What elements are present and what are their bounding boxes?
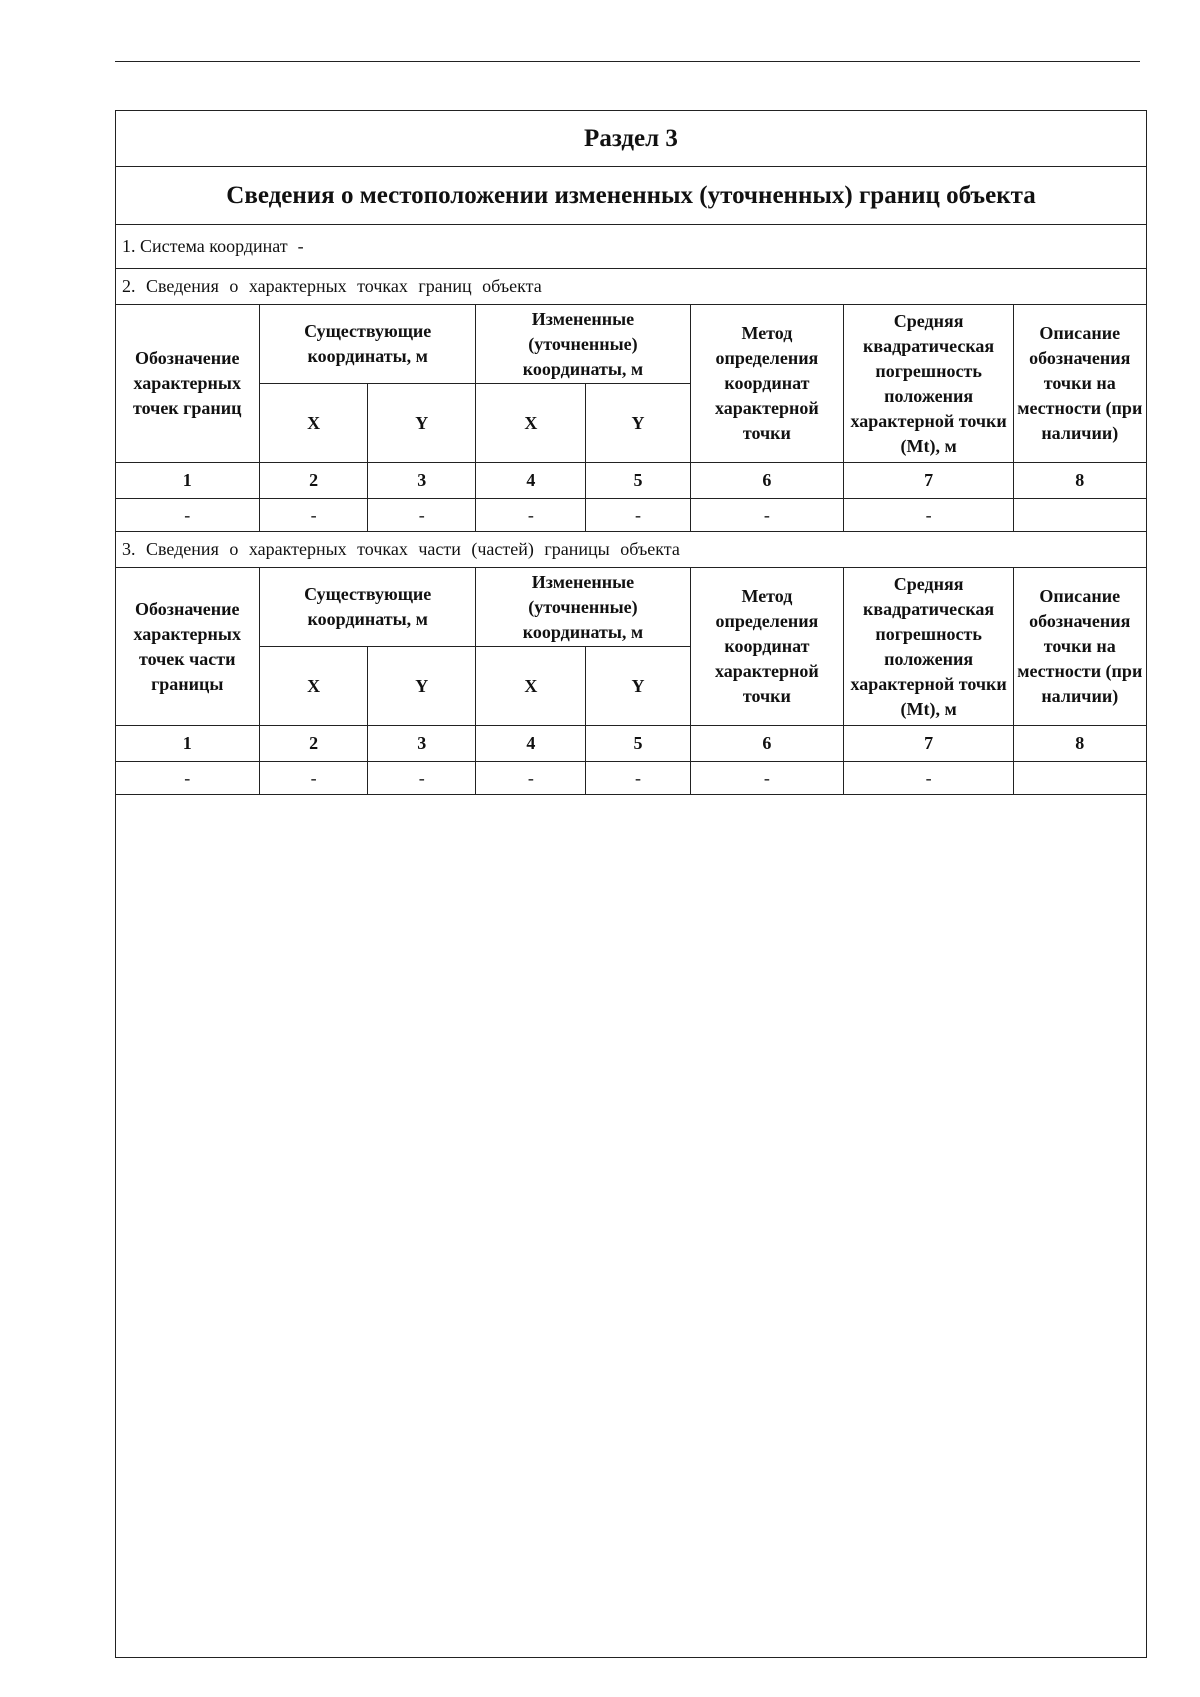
table1-col-number: 7 [844, 463, 1014, 499]
table1-cell: - [476, 499, 586, 532]
table2-number-row [115, 726, 1146, 762]
table2-col-number: 7 [844, 726, 1014, 762]
table2-cell: - [368, 762, 476, 795]
table2-header-changed: Измененные (уточненные) координаты, м [476, 568, 690, 647]
document-frame [115, 110, 1147, 1658]
table2-cell: - [115, 762, 260, 795]
table1-caption [116, 269, 1146, 305]
table1-cell: - [115, 499, 260, 532]
coord-system-line [116, 225, 1146, 269]
top-rule [115, 61, 1140, 62]
table2-col-number: 6 [690, 726, 844, 762]
table1-col-number: 3 [368, 463, 476, 499]
table2-col-number: 4 [476, 726, 586, 762]
table2-cell: - [844, 762, 1014, 795]
coord-system-value: - [297, 236, 304, 256]
table2-col-number: 2 [260, 726, 368, 762]
table2-caption-text: 3. Сведения о характерных точках части (частей) границы объекта [122, 539, 680, 559]
table2-col-number: 8 [1014, 726, 1146, 762]
table2-cell: - [476, 762, 586, 795]
table2-col-number: 5 [586, 726, 690, 762]
table1-col-number: 6 [690, 463, 844, 499]
table2-header-designation: Обозначение характерных точек части границы [115, 568, 260, 726]
table2-header-changed-x: X [476, 647, 586, 726]
table1-cell: - [844, 499, 1014, 532]
table2-header-description: Описание обозначения точки на местности (при наличии) [1014, 568, 1146, 726]
table-row [115, 499, 1146, 532]
table2-header-existing-x: X [260, 647, 368, 726]
table1-header-existing: Существующие координаты, м [260, 305, 476, 384]
table2-cell: - [586, 762, 690, 795]
table2-header-error: Средняя квадратическая погрешность положения характерной точки (Mt), м [844, 568, 1014, 726]
table2-header-method: Метод определения координат характерной точки [690, 568, 844, 726]
table1-header-changed: Измененные (уточненные) координаты, м [476, 305, 690, 384]
table1-header-changed-x: X [476, 384, 586, 463]
table1-header-error: Средняя квадратическая погрешность положения характерной точки (Mt), м [844, 305, 1014, 463]
table1-header-existing-x: X [260, 384, 368, 463]
table1-col-number: 8 [1014, 463, 1146, 499]
table1-col-number: 2 [260, 463, 368, 499]
table1-header-designation: Обозначение характерных точек границ [115, 305, 260, 463]
section-title: Раздел 3 [116, 111, 1146, 167]
table2-header-changed-y: Y [586, 647, 690, 726]
table1-col-number: 1 [115, 463, 260, 499]
table1-cell: - [260, 499, 368, 532]
table1-header-existing-y: Y [368, 384, 476, 463]
table1-header-method: Метод определения координат характерной точки [690, 305, 844, 463]
table-row [115, 762, 1146, 795]
table2-col-number: 3 [368, 726, 476, 762]
table1-header-changed-y: Y [586, 384, 690, 463]
table1-cell: - [368, 499, 476, 532]
table1-cell [1014, 499, 1146, 532]
table1-col-number: 5 [586, 463, 690, 499]
table2 [115, 568, 1147, 795]
coord-system-label: 1. Система координат [122, 236, 288, 256]
table1 [115, 305, 1147, 532]
table2-cell: - [690, 762, 844, 795]
table1-number-row [115, 463, 1146, 499]
table1-header-description: Описание обозначения точки на местности (при наличии) [1014, 305, 1146, 463]
table2-caption [116, 532, 1146, 568]
table1-caption-text: 2. Сведения о характерных точках границ объекта [122, 276, 542, 296]
table1-cell: - [586, 499, 690, 532]
table2-cell: - [260, 762, 368, 795]
table2-cell [1014, 762, 1146, 795]
section-subtitle: Сведения о местоположении измененных (уточненных) границ объекта [116, 167, 1146, 225]
table2-header-existing: Существующие координаты, м [260, 568, 476, 647]
table1-cell: - [690, 499, 844, 532]
table2-header-existing-y: Y [368, 647, 476, 726]
table2-col-number: 1 [115, 726, 260, 762]
table1-col-number: 4 [476, 463, 586, 499]
